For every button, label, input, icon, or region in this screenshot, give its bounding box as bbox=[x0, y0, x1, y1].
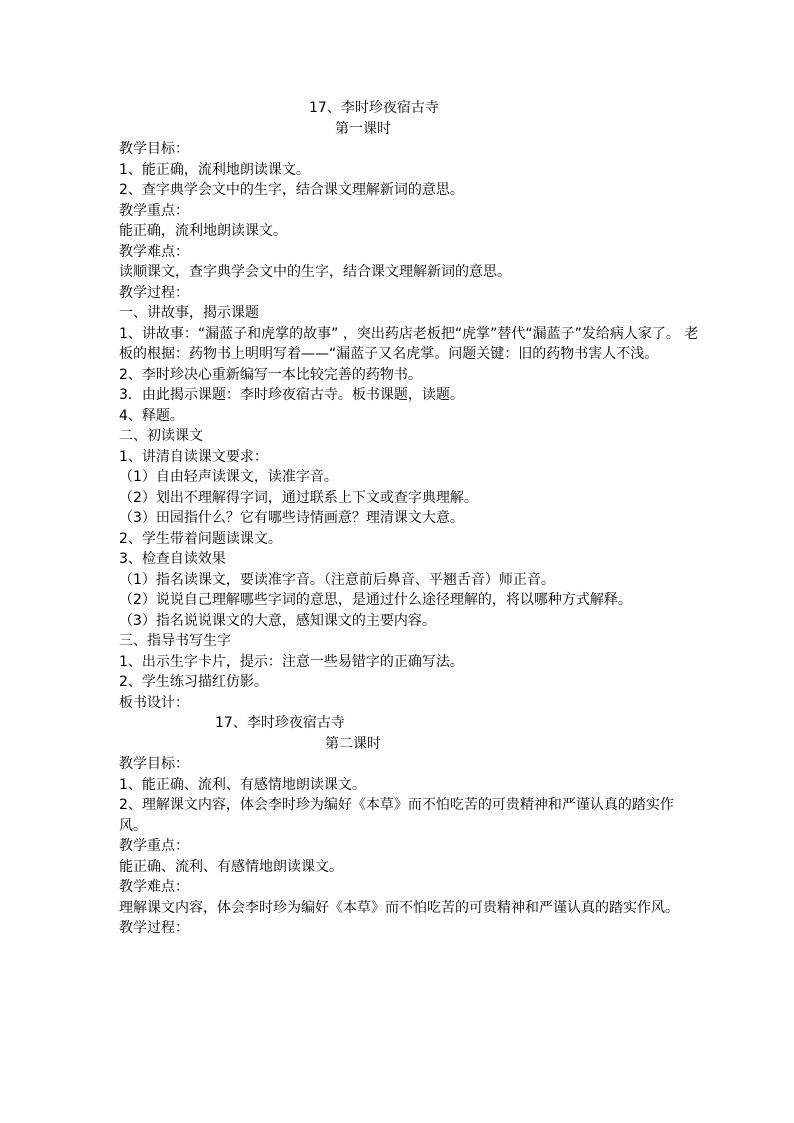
sub-item: （2）说说自己理解哪些字词的意思，是通过什么途径理解的，将以哪种方式解释。 bbox=[119, 592, 632, 608]
difficult-text: 读顺课文，查字典学会文中的生字，结合课文理解新词的意思。 bbox=[119, 264, 511, 280]
goal-item: 1、能正确，流利地朗读课文。 bbox=[119, 161, 310, 178]
lesson-title: 17、李时珍夜宿古寺 bbox=[309, 100, 439, 116]
paragraph: 2、李时珍决心重新编写一本比较完善的药物书。 bbox=[119, 366, 422, 383]
difficult-heading: 教学难点： bbox=[119, 879, 189, 895]
period-title: 第二课时 bbox=[325, 735, 381, 752]
paragraph: 1、出示生字卡片，提示：注意一些易错字的正确写法。 bbox=[119, 653, 464, 670]
paragraph: 3．由此揭示课题：李时珍夜宿古寺。板书课题，读题。 bbox=[119, 387, 464, 403]
paragraph: 2、学生带着问题读课文。 bbox=[119, 530, 282, 547]
section-heading: 三、指导书写生字 bbox=[119, 633, 231, 649]
period-title: 第一课时 bbox=[335, 120, 391, 137]
goal-item: 1、能正确、流利、有感情地朗读课文。 bbox=[119, 776, 366, 793]
process-heading: 教学过程： bbox=[119, 284, 189, 301]
key-text: 能正确，流利地朗读课文。 bbox=[119, 223, 287, 239]
section-heading: 二、初读课文 bbox=[119, 428, 203, 444]
key-heading: 教学重点： bbox=[119, 202, 189, 219]
sub-item: （1）指名读课文，要读准字音。（注意前后鼻音、平翘舌音）师正音。 bbox=[119, 571, 555, 588]
difficult-text: 理解课文内容，体会李时珍为编好《本草》而不怕吃苦的可贵精神和严谨认真的踏实作风。 bbox=[119, 899, 679, 916]
goals-heading: 教学目标： bbox=[119, 141, 189, 157]
section-heading: 一、讲故事，揭示课题 bbox=[119, 305, 259, 321]
key-text: 能正确、流利、有感情地朗读课文。 bbox=[119, 858, 343, 875]
paragraph: 1、讲清自读课文要求： bbox=[119, 448, 268, 465]
goals-heading: 教学目标： bbox=[119, 756, 189, 772]
sub-item: （3）田园指什么？它有哪些诗情画意？理清课文大意。 bbox=[119, 510, 464, 526]
paragraph: 3、检查自读效果 bbox=[119, 551, 226, 567]
paragraph: 1、讲故事：“漏蓝子和虎掌的故事” ，突出药店老板把“虎掌”替代“漏蓝子”发给病人家了。 老板的根据：药物书上明明写着——“漏蓝子又名虎掌。问题关键：旧的药物书害人不浅。 bbox=[119, 325, 699, 362]
sub-item: （2）划出不理解得字词，通过联系上下文或查字典理解。 bbox=[119, 489, 478, 506]
goal-item: 2、理解课文内容，体会李时珍为编好《本草》而不怕吃苦的可贵精神和严谨认真的踏实作风。 bbox=[119, 797, 674, 834]
process-heading: 教学过程： bbox=[119, 920, 189, 936]
board-heading: 板书设计： bbox=[119, 694, 189, 711]
goal-item: 2、查字典学会文中的生字，结合课文理解新词的意思。 bbox=[119, 182, 464, 198]
difficult-heading: 教学难点： bbox=[119, 243, 189, 260]
sub-item: （1）自由轻声读课文，读准字音。 bbox=[119, 469, 338, 485]
key-heading: 教学重点： bbox=[119, 838, 189, 854]
paragraph: 4、释题。 bbox=[119, 407, 184, 424]
sub-item: （3）指名说说课文的大意，感知课文的主要内容。 bbox=[119, 612, 436, 629]
board-title: 17、李时珍夜宿古寺 bbox=[215, 715, 345, 731]
paragraph: 2、学生练习描红仿影。 bbox=[119, 674, 268, 690]
document-page bbox=[119, 98, 699, 939]
